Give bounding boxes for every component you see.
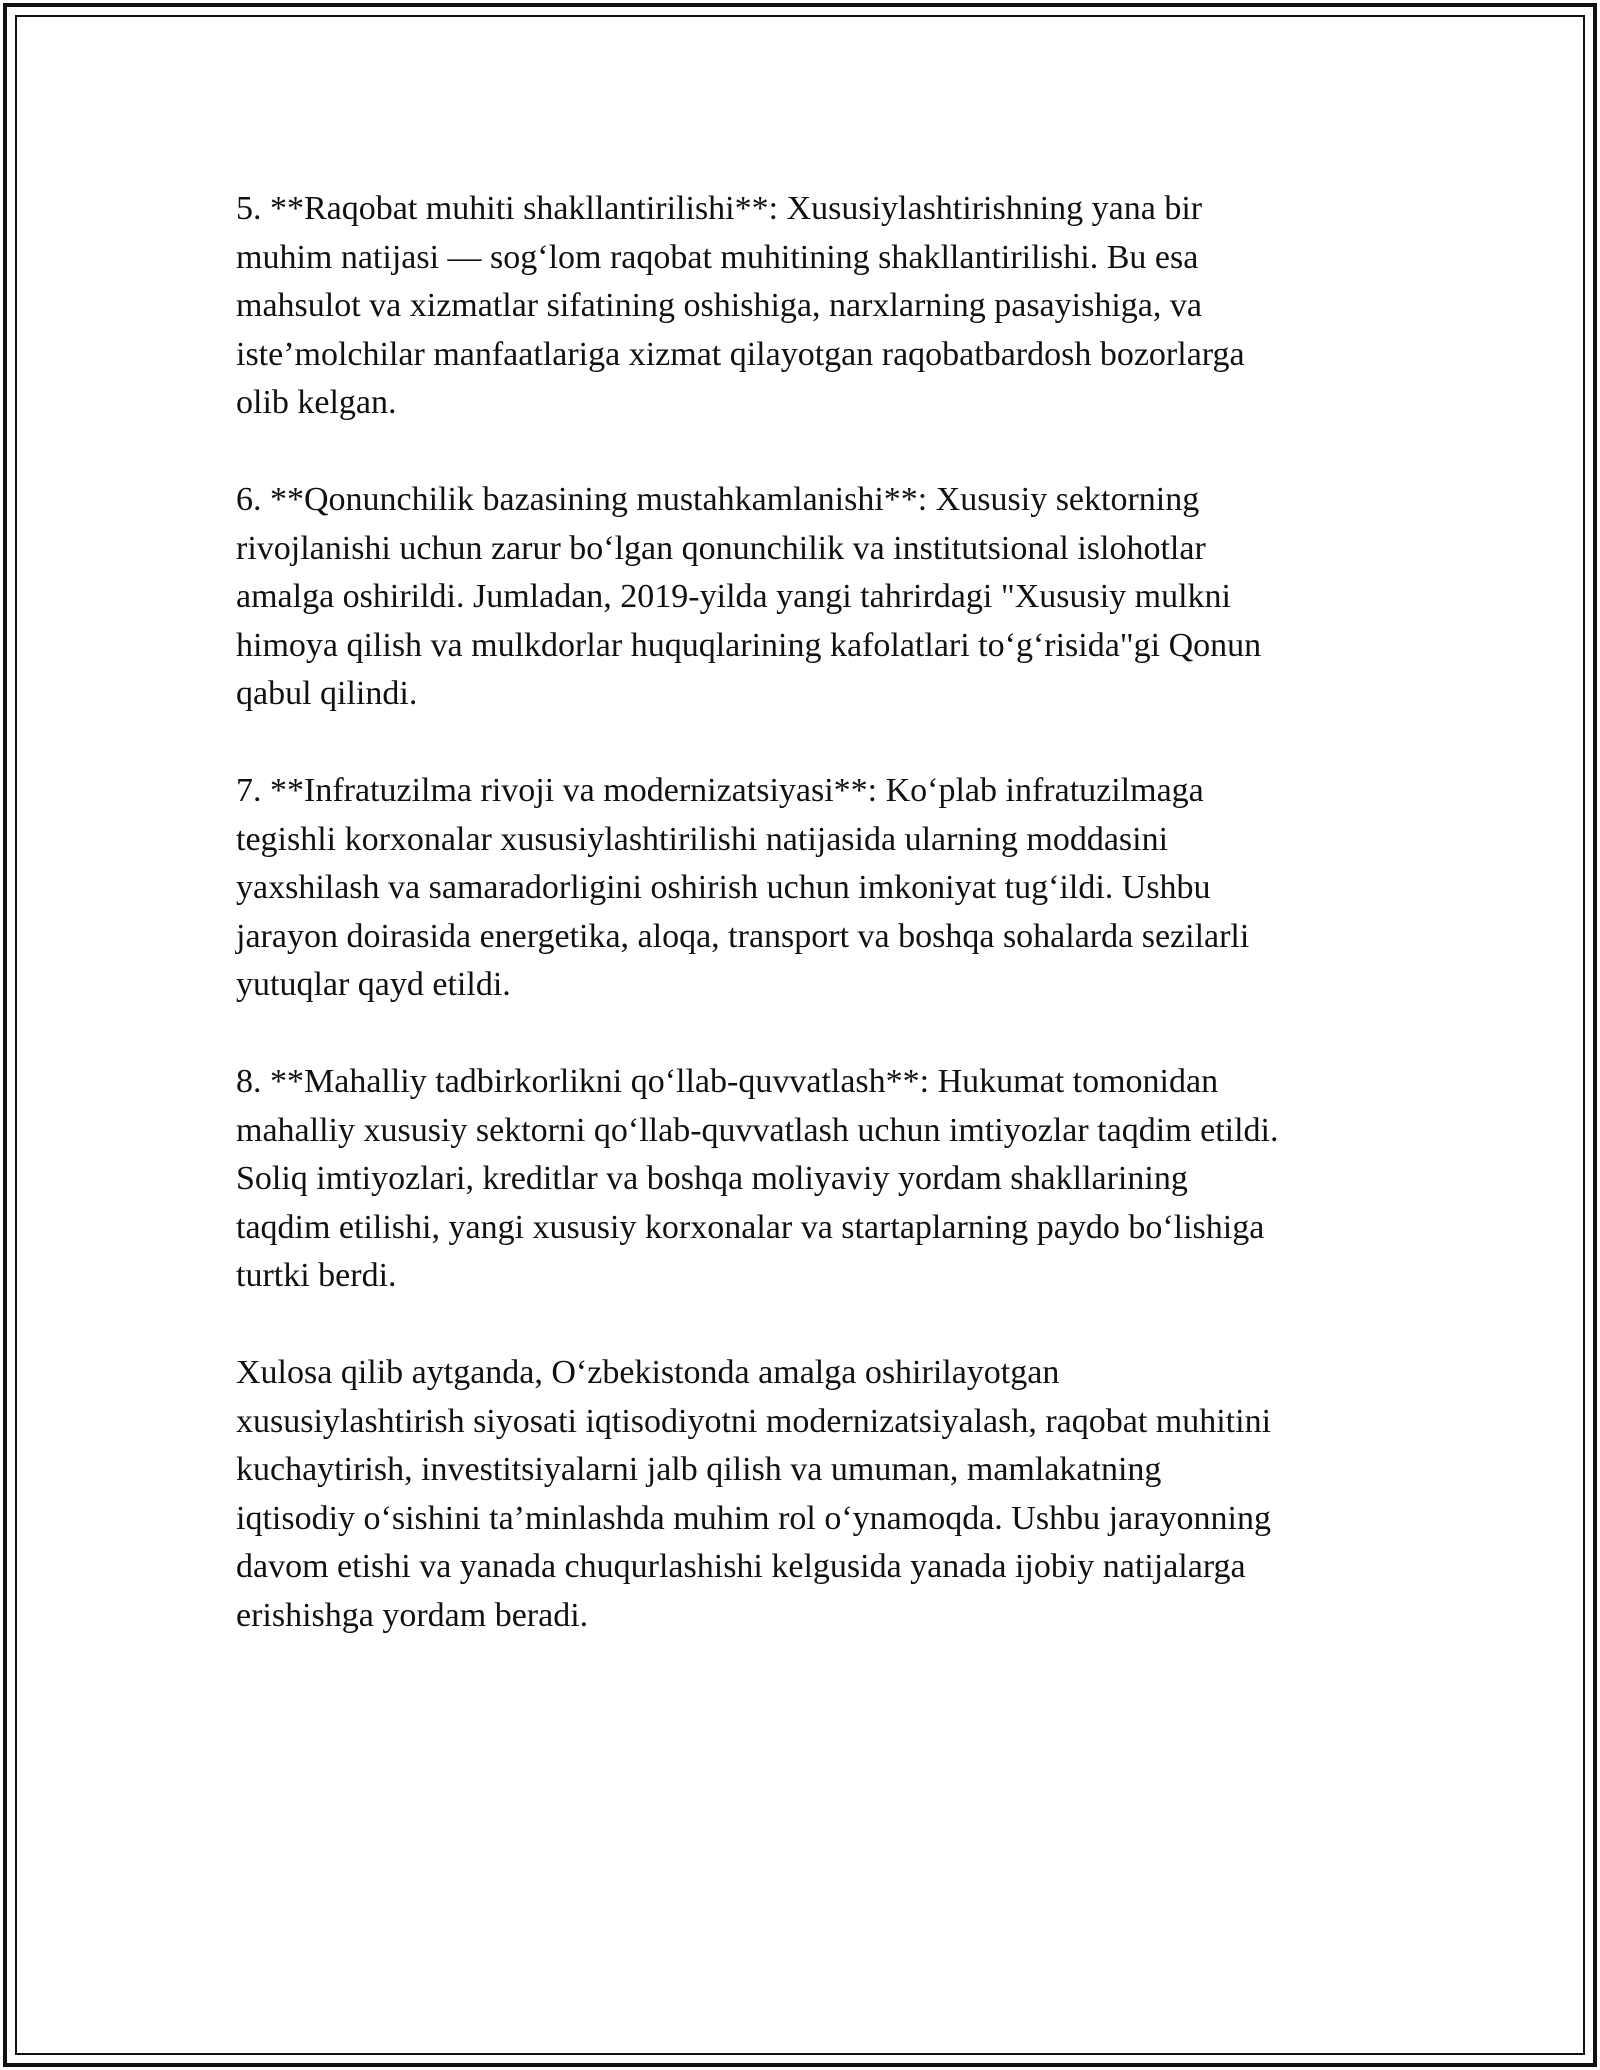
paragraph-item-8 bbox=[236, 1058, 1416, 1301]
text-line: 6. **Qonunchilik bazasining mustahkamlanishi**: Xususiy sektorning bbox=[236, 481, 1200, 518]
text-line: iste’molchilar manfaatlariga xizmat qilayotgan raqobatbardosh bozorlarga bbox=[236, 335, 1245, 373]
text-line: yaxshilash va samaradorligini oshirish uchun imkoniyat tug‘ildi. Ushbu bbox=[236, 869, 1211, 906]
text-line: 8. **Mahalliy tadbirkorlikni qo‘llab-quvvatlash**: Hukumat tomonidan bbox=[236, 1063, 1219, 1100]
text-line: qabul qilindi. bbox=[236, 675, 418, 712]
text-line: rivojlanishi uchun zarur bo‘lgan qonunchilik va institutsional islohotlar bbox=[236, 529, 1206, 567]
text-line: davom etishi va yanada chuqurlashishi kelgusida yanada ijobiy natijalarga bbox=[236, 1548, 1246, 1585]
paragraph-item-7 bbox=[236, 767, 1416, 1010]
text-line: taqdim etilishi, yangi xususiy korxonalar va startaplarning paydo bo‘lishiga bbox=[236, 1208, 1265, 1246]
text-line: amalga oshirildi. Jumladan, 2019-yilda yangi tahrirdagi "Xususiy mulkni bbox=[236, 578, 1231, 615]
text-line: xususiylashtirish siyosati iqtisodiyotni modernizatsiyalash, raqobat muhitini bbox=[236, 1402, 1272, 1440]
text-line: 5. **Raqobat muhiti shakllantirilishi**: Xususiylashtirishning yana bir bbox=[236, 190, 1203, 227]
paragraph-item-5 bbox=[236, 185, 1416, 428]
text-line: tegishli korxonalar xususiylashtirilishi natijasida ularning moddasini bbox=[236, 820, 1169, 858]
paragraph-item-6 bbox=[236, 476, 1416, 719]
text-line: turtki berdi. bbox=[236, 1257, 397, 1294]
text-line: jarayon doirasida energetika, aloqa, transport va boshqa sohalarda sezilarli bbox=[236, 917, 1250, 955]
text-line: mahsulot va xizmatlar sifatining oshishiga, narxlarning pasayishiga, va bbox=[236, 287, 1202, 324]
text-line: Xulosa qilib aytganda, O‘zbekistonda amalga oshirilayotgan bbox=[236, 1354, 1060, 1391]
text-line: olib kelgan. bbox=[236, 384, 397, 421]
text-line: yutuqlar qayd etildi. bbox=[236, 966, 511, 1003]
text-line: muhim natijasi — sog‘lom raqobat muhitining shakllantirilishi. Bu esa bbox=[236, 238, 1199, 276]
text-line: Soliq imtiyozlari, kreditlar va boshqa moliyaviy yordam shakllarining bbox=[236, 1160, 1188, 1197]
text-line: himoya qilish va mulkdorlar huquqlarining kafolatlari to‘g‘risida"gi Qonun bbox=[236, 626, 1262, 664]
text-line: iqtisodiy o‘sishini ta’minlashda muhim rol o‘ynamoqda. Ushbu jarayonning bbox=[236, 1499, 1271, 1537]
text-line: mahalliy xususiy sektorni qo‘llab-quvvatlash uchun imtiyozlar taqdim etildi. bbox=[236, 1111, 1279, 1149]
text-line: 7. **Infratuzilma rivoji va modernizatsiyasi**: Ko‘plab infratuzilmaga bbox=[236, 772, 1204, 809]
text-line: erishishga yordam beradi. bbox=[236, 1596, 589, 1634]
paragraph-conclusion bbox=[236, 1349, 1416, 1640]
text-line: kuchaytirish, investitsiyalarni jalb qilish va umuman, mamlakatning bbox=[236, 1451, 1162, 1488]
document-body bbox=[236, 185, 1416, 1689]
